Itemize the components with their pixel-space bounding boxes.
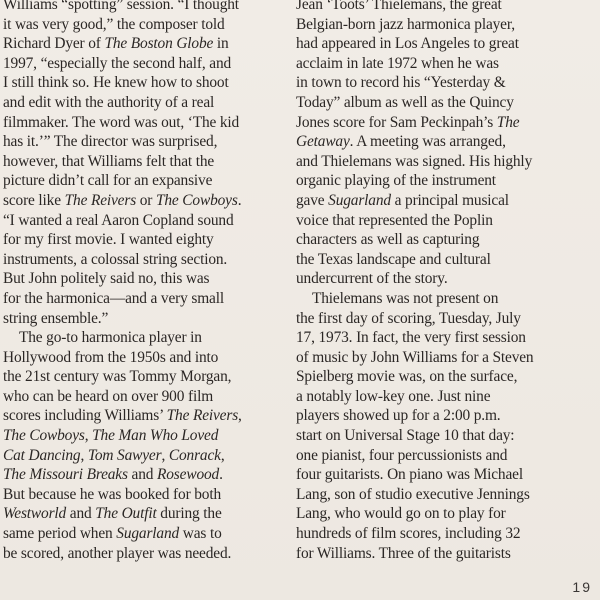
text-line <box>296 406 576 426</box>
italic-title-text: The Cowboys <box>155 191 238 209</box>
body-text: a notably low-key one. Just nine <box>296 387 491 405</box>
body-text: , <box>84 427 93 445</box>
body-text: undercurrent of the story. <box>296 270 448 288</box>
text-line <box>296 113 576 133</box>
text-line <box>296 504 576 524</box>
text-line <box>3 113 279 133</box>
text-line <box>296 73 576 93</box>
body-text: Thielemans was not present on <box>312 289 499 307</box>
body-text: organic playing of the instrument <box>296 172 496 190</box>
italic-title-text: Rosewood <box>157 466 220 484</box>
italic-title-text: Cat Dancing <box>3 446 81 464</box>
body-text: voice that represented the Poplin <box>296 211 493 229</box>
text-line <box>3 152 279 172</box>
body-text: Belgian-born jazz harmonica player, <box>296 15 515 33</box>
italic-title-text: Sugarland <box>328 191 391 209</box>
italic-title-text: The Missouri Breaks <box>3 466 128 484</box>
body-text: . A meeting was arranged, <box>349 133 506 151</box>
body-text: four guitarists. On piano was Michael <box>296 466 523 484</box>
body-text: players showed up for a 2:00 p.m. <box>296 407 501 425</box>
body-text: 17, 1973. In fact, the very first session <box>296 329 526 347</box>
body-text: , <box>238 407 242 425</box>
text-line <box>296 171 576 191</box>
text-line <box>3 211 279 231</box>
text-line <box>3 309 279 329</box>
body-text: gave <box>296 191 329 209</box>
body-text: who can be heard on over 900 film <box>3 387 214 405</box>
text-line <box>296 191 576 211</box>
body-text: or <box>136 191 156 209</box>
text-line <box>296 367 576 387</box>
body-text: and edit with the authority of a real <box>3 93 215 111</box>
body-text: during the <box>156 505 222 523</box>
italic-title-text: Getaway <box>296 133 350 151</box>
body-text: instruments, a colossal string section. <box>3 250 228 268</box>
body-text: hundreds of film scores, including 32 <box>296 525 521 543</box>
text-line <box>296 132 576 152</box>
body-text: was to <box>179 525 222 543</box>
text-line <box>3 250 279 270</box>
body-text: and Thielemans was signed. His highly <box>296 152 533 170</box>
body-text: the first day of scoring, Tuesday, July <box>296 309 521 327</box>
text-line <box>296 309 576 329</box>
body-text: Hollywood from the 1950s and into <box>3 348 219 366</box>
text-line <box>296 465 576 485</box>
body-text: picture didn’t call for an expansive <box>3 172 213 190</box>
text-line <box>3 0 279 15</box>
text-line <box>3 504 279 524</box>
body-text: scores including Williams’ <box>3 407 167 425</box>
italic-title-text: The Reivers <box>166 407 239 425</box>
italic-title-text: Sugarland <box>116 525 180 543</box>
body-text: of music by John Williams for a Steven <box>296 348 534 366</box>
text-line <box>3 54 279 74</box>
text-line <box>3 328 279 348</box>
body-text: had appeared in Los Angeles to great <box>296 35 519 53</box>
text-line <box>296 348 576 368</box>
body-text: score like <box>3 191 65 209</box>
text-line <box>3 544 279 564</box>
body-text: for Williams. Three of the guitarists <box>296 544 511 562</box>
body-text: a principal musical <box>390 191 509 209</box>
body-text: “I wanted a real Aaron Copland sound <box>3 211 234 229</box>
body-text: . <box>237 191 242 209</box>
text-line <box>296 34 576 54</box>
italic-title-text: The Outfit <box>95 505 157 523</box>
text-line <box>3 93 279 113</box>
text-line <box>3 426 279 446</box>
body-text: . <box>219 466 223 484</box>
text-line <box>296 485 576 505</box>
body-text: the Texas landscape and cultural <box>296 250 491 268</box>
body-text: Today” album as well as the Quincy <box>296 93 514 111</box>
body-text: the 21st century was Tommy Morgan, <box>3 368 232 386</box>
text-line <box>3 73 279 93</box>
body-text: filmmaker. The word was out, ‘The kid <box>3 113 240 131</box>
body-text: The go-to harmonica player in <box>19 329 202 347</box>
text-line <box>296 544 576 564</box>
italic-title-text: The Reivers <box>64 191 137 209</box>
text-line <box>3 485 279 505</box>
body-text: for the harmonica—and a very small <box>3 289 224 307</box>
text-line <box>296 269 576 289</box>
body-text: string ensemble.” <box>3 309 109 327</box>
text-line <box>3 465 279 485</box>
body-text: has it.’” The director was surprised, <box>3 133 218 151</box>
text-line <box>3 367 279 387</box>
left-text-column <box>3 0 279 563</box>
body-text: and <box>66 505 96 523</box>
italic-title-text: The Boston Globe <box>104 35 214 53</box>
italic-title-text: The Cowboys <box>3 427 85 445</box>
body-text: for my first movie. I wanted eighty <box>3 231 214 249</box>
text-line <box>296 524 576 544</box>
body-text: , <box>220 446 225 464</box>
body-text: I still think so. He knew how to shoot <box>3 74 229 92</box>
body-text: , <box>161 446 169 464</box>
body-text: acclaim in late 1972 when he was <box>296 54 499 72</box>
body-text: Lang, who would go on to play for <box>296 505 506 523</box>
body-text: But because he was booked for both <box>3 485 222 503</box>
text-line <box>3 524 279 544</box>
text-line <box>3 230 279 250</box>
body-text: characters as well as capturing <box>296 231 480 249</box>
text-line <box>3 171 279 191</box>
body-text: it was very good,” the composer told <box>3 15 225 33</box>
italic-title-text: The Man Who Loved <box>92 427 219 445</box>
italic-title-text: Westworld <box>3 505 67 523</box>
text-line <box>296 152 576 172</box>
body-text: and <box>127 466 158 484</box>
body-text: Jean ‘Toots’ Thielemans, the great <box>296 0 502 13</box>
text-line <box>3 387 279 407</box>
text-line <box>296 250 576 270</box>
text-line <box>296 230 576 250</box>
text-line <box>296 426 576 446</box>
text-line <box>296 93 576 113</box>
body-text: one pianist, four percussionists and <box>296 446 508 464</box>
text-line <box>3 289 279 309</box>
body-text: in <box>213 35 229 53</box>
text-line <box>296 289 576 309</box>
text-line <box>3 191 279 211</box>
italic-title-text: Conrack <box>168 446 221 464</box>
text-line <box>3 34 279 54</box>
text-line <box>3 15 279 35</box>
body-text: But John politely said no, this was <box>3 270 210 288</box>
body-text: Spielberg movie was, on the surface, <box>296 368 518 386</box>
text-line <box>296 387 576 407</box>
text-line <box>3 132 279 152</box>
body-text: same period when <box>3 525 117 543</box>
body-text: Williams “spotting” session. “I thought <box>3 0 239 13</box>
body-text: however, that Williams felt that the <box>3 152 215 170</box>
text-line <box>3 446 279 466</box>
text-line <box>296 15 576 35</box>
text-line <box>3 348 279 368</box>
text-line <box>296 446 576 466</box>
body-text: be scored, another player was needed. <box>3 544 232 562</box>
italic-title-text: Tom Sawyer <box>87 446 162 464</box>
italic-title-text: The <box>496 113 520 131</box>
text-line <box>296 0 576 15</box>
text-line <box>3 269 279 289</box>
text-line <box>3 406 279 426</box>
body-text: in town to record his “Yesterday & <box>296 74 506 92</box>
right-text-column <box>296 0 576 563</box>
text-line <box>296 211 576 231</box>
body-text: 1997, “especially the second half, and <box>3 54 232 72</box>
body-text: Jones score for Sam Peckinpah’s <box>296 113 497 131</box>
text-line <box>296 328 576 348</box>
body-text: Lang, son of studio executive Jennings <box>296 485 530 503</box>
body-text: start on Universal Stage 10 that day: <box>296 427 515 445</box>
page-number: 19 <box>572 579 592 595</box>
body-text: , <box>80 446 88 464</box>
body-text: Richard Dyer of <box>3 35 105 53</box>
text-line <box>296 54 576 74</box>
